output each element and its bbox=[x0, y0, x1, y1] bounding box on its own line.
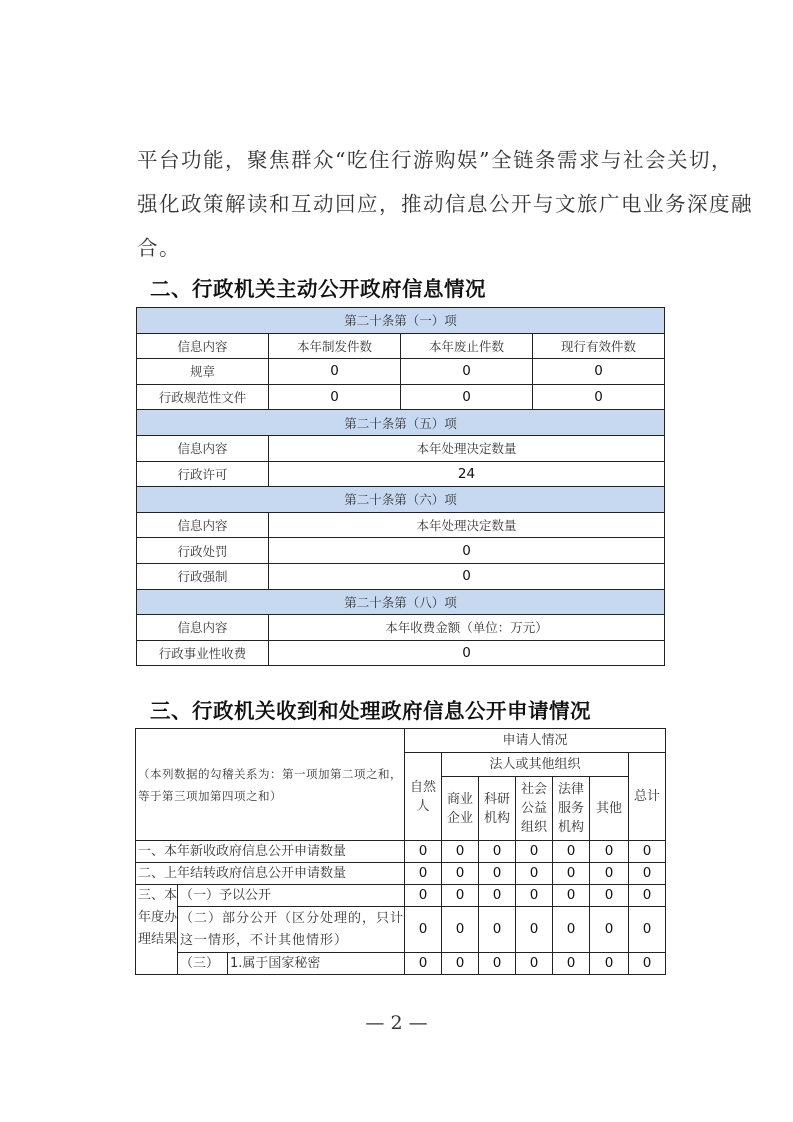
cell-value: 0 bbox=[269, 538, 665, 564]
table-row bbox=[137, 538, 665, 564]
row-label: 行政强制 bbox=[137, 563, 269, 589]
column-header: 信息内容 bbox=[137, 333, 269, 359]
cell-value: 0 bbox=[479, 841, 516, 863]
column-header: 本年收费金额（单位：万元） bbox=[269, 615, 665, 641]
column-header: 本年废止件数 bbox=[401, 333, 533, 359]
table-row bbox=[137, 563, 665, 589]
cell-value: 0 bbox=[442, 953, 479, 975]
cell-value: 0 bbox=[516, 907, 553, 953]
table-row bbox=[136, 907, 666, 953]
column-header: 本年制发件数 bbox=[269, 333, 401, 359]
paragraph-line: 强化政策解读和互动回应，推动信息公开与文旅广电业务深度融 bbox=[137, 192, 753, 216]
org-column-header: 科研机构 bbox=[479, 777, 516, 841]
cell-value: 0 bbox=[553, 885, 590, 907]
row-label: （一）予以公开 bbox=[178, 885, 405, 907]
row-label: 二、上年结转政府信息公开申请数量 bbox=[136, 863, 405, 885]
cell-value: 0 bbox=[516, 953, 553, 975]
cell-value: 0 bbox=[553, 863, 590, 885]
paragraph-line: 平台功能，聚焦群众“吃住行游购娱”全链条需求与社会关切， bbox=[137, 148, 733, 172]
application-table bbox=[135, 728, 666, 975]
row-label: 行政规范性文件 bbox=[137, 384, 269, 410]
cell-value: 0 bbox=[590, 841, 629, 863]
row-label: 1.属于国家秘密 bbox=[228, 953, 405, 975]
cell-value: 0 bbox=[590, 953, 629, 975]
table-row bbox=[137, 640, 665, 666]
block-header: 第二十条第（六）项 bbox=[137, 487, 665, 513]
column-header: 现行有效件数 bbox=[533, 333, 665, 359]
cell-value: 0 bbox=[516, 841, 553, 863]
cell-value: 0 bbox=[442, 885, 479, 907]
column-header: 信息内容 bbox=[137, 512, 269, 538]
column-header: 信息内容 bbox=[137, 615, 269, 641]
cell-value: 0 bbox=[405, 907, 442, 953]
row-label: （二）部分公开（区分处理的，只计这一情形，不计其他情形） bbox=[178, 907, 405, 953]
cell-value: 0 bbox=[533, 384, 665, 410]
cell-value: 0 bbox=[479, 863, 516, 885]
table-row bbox=[136, 863, 666, 885]
cell-value: 0 bbox=[269, 563, 665, 589]
cell-value: 0 bbox=[405, 885, 442, 907]
org-column-header: 商业企业 bbox=[442, 777, 479, 841]
cell-value: 0 bbox=[401, 359, 533, 385]
table-row bbox=[137, 384, 665, 410]
cell-value: 0 bbox=[516, 885, 553, 907]
section3-heading: 三、行政机关收到和处理政府信息公开申请情况 bbox=[150, 699, 591, 723]
table-row bbox=[137, 359, 665, 385]
reconciliation-note: （本列数据的勾稽关系为：第一项加第二项之和，等于第三项加第四项之和） bbox=[136, 729, 405, 841]
row-label: 行政处罚 bbox=[137, 538, 269, 564]
cell-value: 0 bbox=[405, 863, 442, 885]
row-label: 一、本年新收政府信息公开申请数量 bbox=[136, 841, 405, 863]
cell-value: 0 bbox=[629, 841, 666, 863]
cell-value: 0 bbox=[629, 907, 666, 953]
block-header: 第二十条第（五）项 bbox=[137, 410, 665, 436]
section2-heading: 二、行政机关主动公开政府信息情况 bbox=[150, 277, 486, 301]
org-column-header: 其他 bbox=[590, 777, 629, 841]
org-column-header: 法律服务机构 bbox=[553, 777, 590, 841]
cell-value: 0 bbox=[479, 885, 516, 907]
paragraph-line: 合。 bbox=[137, 236, 181, 260]
legal-org-header: 法人或其他组织 bbox=[442, 753, 629, 777]
cell-value: 0 bbox=[405, 953, 442, 975]
row-label: 行政许可 bbox=[137, 461, 269, 487]
applicant-header: 申请人情况 bbox=[405, 729, 666, 753]
cell-value: 0 bbox=[479, 907, 516, 953]
proactive-disclosure-table bbox=[136, 307, 665, 666]
page-number: — 2 — bbox=[365, 1012, 428, 1034]
cell-value: 0 bbox=[269, 384, 401, 410]
cell-value: 0 bbox=[533, 359, 665, 385]
row-label: 行政事业性收费 bbox=[137, 640, 269, 666]
result-group-label: 三、本年度办理结果 bbox=[136, 885, 178, 975]
cell-value: 0 bbox=[629, 885, 666, 907]
org-column-header: 社会公益组织 bbox=[516, 777, 553, 841]
table-row bbox=[136, 953, 666, 975]
cell-value: 0 bbox=[629, 953, 666, 975]
column-header: 信息内容 bbox=[137, 435, 269, 461]
cell-value: 0 bbox=[401, 384, 533, 410]
cell-value: 0 bbox=[405, 841, 442, 863]
cell-value: 0 bbox=[479, 953, 516, 975]
cell-value: 0 bbox=[553, 841, 590, 863]
row-label: 规章 bbox=[137, 359, 269, 385]
cell-value: 0 bbox=[269, 640, 665, 666]
column-header: 本年处理决定数量 bbox=[269, 512, 665, 538]
cell-value: 0 bbox=[553, 907, 590, 953]
block-header: 第二十条第（一）项 bbox=[137, 308, 665, 334]
cell-value: 0 bbox=[442, 863, 479, 885]
cell-value: 0 bbox=[269, 359, 401, 385]
cell-value: 0 bbox=[442, 907, 479, 953]
total-header: 总计 bbox=[629, 753, 666, 841]
cell-value: 0 bbox=[590, 907, 629, 953]
cell-value: 0 bbox=[629, 863, 666, 885]
cell-value: 0 bbox=[590, 885, 629, 907]
cell-value: 0 bbox=[516, 863, 553, 885]
table-row bbox=[136, 841, 666, 863]
table-row bbox=[137, 461, 665, 487]
column-header: 本年处理决定数量 bbox=[269, 435, 665, 461]
cell-value: 0 bbox=[590, 863, 629, 885]
block-header: 第二十条第（八）项 bbox=[137, 589, 665, 615]
cell-value: 24 bbox=[269, 461, 665, 487]
cell-value: 0 bbox=[442, 841, 479, 863]
body-paragraph bbox=[137, 138, 753, 270]
cell-value: 0 bbox=[553, 953, 590, 975]
row-sub-label: （三） bbox=[178, 953, 228, 975]
table-row bbox=[136, 885, 666, 907]
natural-person-header: 自然人 bbox=[405, 753, 442, 841]
